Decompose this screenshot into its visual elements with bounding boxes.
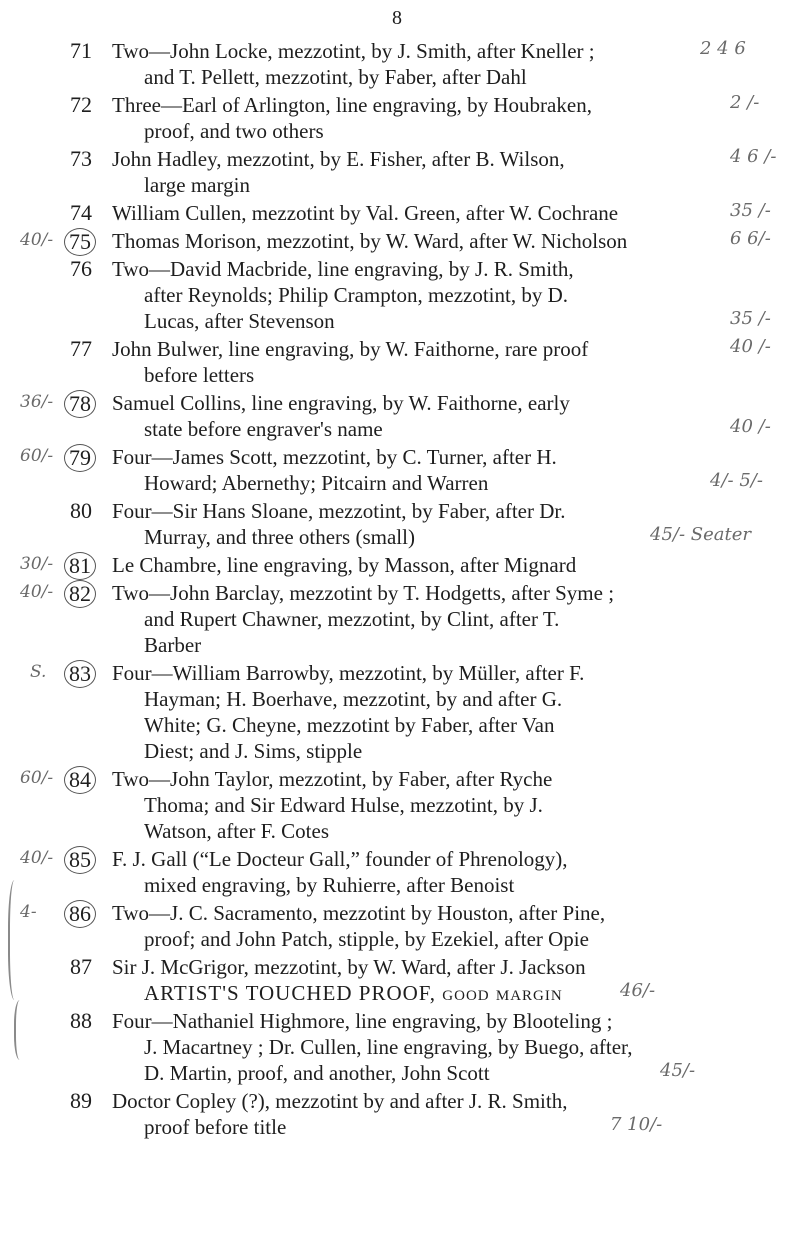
lot-line: Howard; Abernethy; Pitcairn and Warren [144,471,489,495]
lot-line: ARTIST'S TOUCHED PROOF, good margin [144,981,563,1005]
lot-number: 76 [70,256,92,281]
lot-number: 71 [70,38,92,63]
lot-description [112,146,732,198]
lot-line: Two—John Locke, mezzotint, by J. Smith, after Kneller ; [112,39,595,63]
lot-line: Doctor Copley (?), mezzotint by and after J. R. Smith, [112,1089,568,1113]
lot-number: 81 [64,552,96,580]
lot-description [112,1008,732,1086]
lot-description [112,498,732,550]
lot-line: Two—John Barclay, mezzotint by T. Hodgetts, after Syme ; [112,581,615,605]
lot-entry-77 [0,336,800,388]
lot-number: 87 [70,954,92,979]
lot-description [112,846,732,898]
lot-entry-82 [0,580,800,658]
handwritten-price: 45/- [660,1060,696,1081]
lot-line: Lucas, after Stevenson [144,309,335,333]
lot-number: 84 [64,766,96,794]
lot-entry-88 [0,1008,800,1086]
lot-entry-81 [0,552,800,578]
lot-line: Watson, after F. Cotes [144,819,330,843]
handwritten-price: 2 /- [730,92,760,113]
margin-price: 40/- [20,230,54,250]
lot-line: large margin [144,173,250,197]
page-number: 8 [392,7,402,29]
lot-description [112,552,732,578]
lot-line: Four—William Barrowby, mezzotint, by Müller, after F. [112,661,585,685]
lot-entry-78 [0,390,800,442]
margin-price: 60/- [20,446,54,466]
lot-line: Two—David Macbride, line engraving, by J. R. Smith, [112,257,574,281]
margin-price: 40/- [20,582,54,602]
lot-entry-79 [0,444,800,496]
lot-entry-86 [0,900,800,952]
lot-line: Two—John Taylor, mezzotint, by Faber, after Ryche [112,767,553,791]
lot-line: Thoma; and Sir Edward Hulse, mezzotint, by J. [144,793,543,817]
lot-entry-80 [0,498,800,550]
lot-entry-87 [0,954,800,1006]
margin-price: 40/- [20,848,54,868]
lot-entry-73 [0,146,800,198]
lot-number: 75 [64,228,96,256]
lot-line: Sir J. McGrigor, mezzotint, by W. Ward, after J. Jackson [112,955,586,979]
lot-number: 88 [70,1008,92,1033]
lot-line: Thomas Morison, mezzotint, by W. Ward, after W. Nicholson [112,229,628,253]
lot-description [112,336,732,388]
lot-list [0,38,800,1142]
lot-description [112,38,732,90]
lot-line: before letters [144,363,255,387]
lot-description [112,766,732,844]
margin-price: 30/- [20,554,54,574]
lot-line: Four—Sir Hans Sloane, mezzotint, by Faber, after Dr. [112,499,566,523]
margin-price: 4- [20,902,37,922]
lot-description [112,200,732,226]
lot-number: 77 [70,336,92,361]
lot-description [112,390,732,442]
handwritten-price: 40 /- [730,416,771,437]
margin-price: 60/- [20,768,54,788]
lot-line: John Hadley, mezzotint, by E. Fisher, after B. Wilson, [112,147,565,171]
lot-line: Barber [144,633,202,657]
lot-number: 72 [70,92,92,117]
lot-description [112,256,732,334]
handwritten-price: 4 6 /- [730,146,777,167]
lot-line: Hayman; H. Boerhave, mezzotint, by and after G. [144,687,563,711]
lot-line: Three—Earl of Arlington, line engraving, by Houbraken, [112,93,592,117]
pencil-bracket [8,880,24,1000]
lot-description [112,92,732,144]
lot-entry-83 [0,660,800,764]
lot-entry-74 [0,200,800,226]
handwritten-price: 35 /- [730,200,771,221]
lot-number: 83 [64,660,96,688]
lot-line: White; G. Cheyne, mezzotint by Faber, after Van [144,713,555,737]
lot-entry-71 [0,38,800,90]
lot-entry-76 [0,256,800,334]
lot-line: mixed engraving, by Ruhierre, after Benoist [144,873,515,897]
lot-number: 78 [64,390,96,418]
lot-line: John Bulwer, line engraving, by W. Faithorne, rare proof [112,337,589,361]
lot-entry-84 [0,766,800,844]
lot-entry-85 [0,846,800,898]
lot-line: and Rupert Chawner, mezzotint, by Clint, after T. [144,607,560,631]
lot-description [112,900,732,952]
lot-line: Four—James Scott, mezzotint, by C. Turner, after H. [112,445,557,469]
lot-number: 79 [64,444,96,472]
lot-line: proof, and two others [144,119,324,143]
lot-line: Four—Nathaniel Highmore, line engraving, by Blooteling ; [112,1009,613,1033]
lot-number: 86 [64,900,96,928]
lot-number: 89 [70,1088,92,1113]
handwritten-price: 2 4 6 [700,38,746,59]
lot-line: state before engraver's name [144,417,383,441]
lot-line: proof before title [144,1115,287,1139]
lot-line: F. J. Gall (“Le Docteur Gall,” founder of Phrenology), [112,847,568,871]
lot-description [112,580,732,658]
handwritten-price: 40 /- [730,336,771,357]
handwritten-price: 46/- [620,980,656,1001]
lot-number: 82 [64,580,96,608]
margin-price: S. [30,662,47,682]
lot-line: Diest; and J. Sims, stipple [144,739,363,763]
lot-number: 73 [70,146,92,171]
lot-number: 74 [70,200,92,225]
lot-number: 85 [64,846,96,874]
lot-description [112,228,732,254]
pencil-bracket [14,1000,28,1060]
lot-line: after Reynolds; Philip Crampton, mezzotint, by D. [144,283,569,307]
lot-line: J. Macartney ; Dr. Cullen, line engraving, by Buego, after, [144,1035,633,1059]
lot-line: Two—J. C. Sacramento, mezzotint by Houston, after Pine, [112,901,606,925]
handwritten-price: 35 /- [730,308,771,329]
margin-price: 36/- [20,392,54,412]
lot-description [112,444,732,496]
handwritten-price: 6 6/- [730,228,771,249]
handwritten-price: 45/- Seater [650,524,751,545]
lot-entry-75 [0,228,800,254]
handwritten-price: 7 10/- [610,1114,663,1135]
lot-entry-72 [0,92,800,144]
lot-description [112,660,732,764]
lot-line: proof; and John Patch, stipple, by Ezekiel, after Opie [144,927,589,951]
lot-line: and T. Pellett, mezzotint, by Faber, after Dahl [144,65,527,89]
lot-entry-89 [0,1088,800,1140]
lot-line: Le Chambre, line engraving, by Masson, after Mignard [112,553,577,577]
handwritten-price: 4/- 5/- [710,470,763,491]
lot-line: Murray, and three others (small) [144,525,415,549]
lot-line: William Cullen, mezzotint by Val. Green, after W. Cochrane [112,201,619,225]
lot-number: 80 [70,498,92,523]
lot-line: Samuel Collins, line engraving, by W. Faithorne, early [112,391,570,415]
lot-line: D. Martin, proof, and another, John Scott [144,1061,490,1085]
